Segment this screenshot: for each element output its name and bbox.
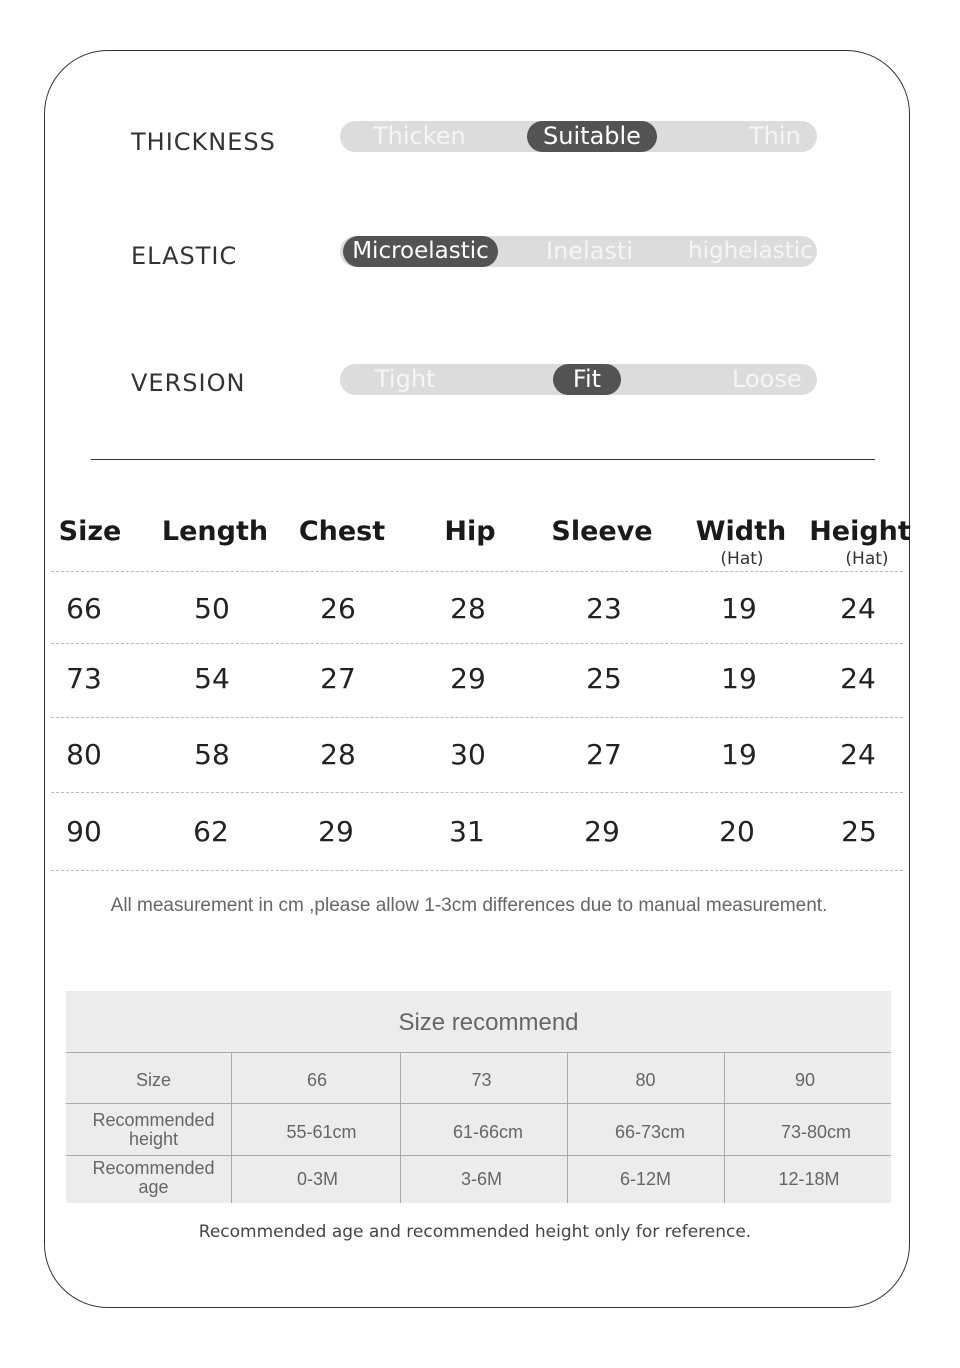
cell-size: 80 <box>66 738 102 771</box>
elastic-option-highelastic: highelastic <box>688 238 813 264</box>
version-option-fit: Fit <box>553 364 621 395</box>
rec-height: 66-73cm <box>614 1122 686 1142</box>
rec-label-age-line2: age <box>138 1177 169 1197</box>
cell-sleeve: 25 <box>586 662 622 695</box>
cell-sleeve: 27 <box>586 738 622 771</box>
rec-age: 0-3M <box>296 1169 338 1189</box>
cell-hip: 29 <box>450 662 486 695</box>
header-height: Height <box>809 516 911 547</box>
thickness-option-thicken: Thicken <box>373 122 466 150</box>
thickness-label: THICKNESS <box>131 128 276 156</box>
cell-length: 50 <box>194 592 230 625</box>
cell-width: 19 <box>721 592 757 625</box>
cell-chest: 29 <box>318 815 354 848</box>
header-chest: Chest <box>298 516 386 547</box>
rec-height: 61-66cm <box>452 1122 524 1142</box>
cell-height: 24 <box>840 662 876 695</box>
cell-size: 90 <box>66 815 102 848</box>
cell-length: 54 <box>194 662 230 695</box>
row-separator <box>51 792 903 793</box>
elastic-label: ELASTIC <box>131 242 238 270</box>
table-rule <box>66 1155 891 1156</box>
header-length: Length <box>161 516 269 547</box>
elastic-option-inelasti: Inelasti <box>546 237 634 265</box>
rec-label-height-line1: Recommended <box>92 1110 215 1130</box>
cell-sleeve: 23 <box>586 592 622 625</box>
cell-sleeve: 29 <box>584 815 620 848</box>
cell-hip: 28 <box>450 592 486 625</box>
cell-height: 25 <box>841 815 877 848</box>
cell-hip: 31 <box>449 815 485 848</box>
cell-chest: 27 <box>320 662 356 695</box>
version-label: VERSION <box>131 369 246 397</box>
header-height-note: (Hat) <box>845 549 889 569</box>
thickness-option-thin: Thin <box>749 122 801 150</box>
rec-label-height-line2: height <box>128 1129 179 1149</box>
cell-length: 62 <box>193 815 229 848</box>
table-rule <box>66 1103 891 1104</box>
table-rule <box>66 1052 891 1053</box>
cell-height: 24 <box>840 738 876 771</box>
rec-size: 66 <box>306 1070 328 1090</box>
cell-width: 19 <box>721 738 757 771</box>
cell-hip: 30 <box>450 738 486 771</box>
version-option-loose: Loose <box>732 365 802 393</box>
reference-note: Recommended age and recommended height only for reference. <box>198 1222 752 1242</box>
measurement-note: All measurement in cm ,please allow 1-3cm differences due to manual measurement. <box>110 895 828 916</box>
header-size: Size <box>58 516 122 547</box>
header-sleeve: Sleeve <box>551 516 653 547</box>
header-width-note: (Hat) <box>720 549 764 569</box>
cell-size: 66 <box>66 592 102 625</box>
cell-chest: 26 <box>320 592 356 625</box>
rec-size: 90 <box>794 1070 816 1090</box>
rec-age: 12-18M <box>778 1169 840 1189</box>
rec-age: 6-12M <box>619 1169 672 1189</box>
rec-height: 55-61cm <box>286 1122 357 1142</box>
header-hip: Hip <box>444 516 496 547</box>
rec-label-age-line1: Recommended <box>92 1158 215 1178</box>
section-divider <box>91 459 875 460</box>
cell-chest: 28 <box>320 738 356 771</box>
header-width: Width <box>695 516 787 547</box>
rec-height: 73-80cm <box>780 1122 852 1142</box>
thickness-scale <box>340 121 817 152</box>
row-separator <box>51 643 903 644</box>
size-recommend-title: Size recommend <box>398 1009 579 1036</box>
rec-age: 3-6M <box>460 1169 502 1189</box>
cell-size: 73 <box>66 662 102 695</box>
elastic-option-microelastic: Microelastic <box>343 236 498 267</box>
elastic-scale <box>340 236 817 267</box>
row-separator <box>51 571 903 572</box>
cell-height: 24 <box>840 592 876 625</box>
version-scale <box>340 364 817 395</box>
row-separator <box>51 717 903 718</box>
row-separator <box>51 870 903 871</box>
thickness-option-suitable: Suitable <box>527 121 657 152</box>
rec-size: 73 <box>471 1070 492 1090</box>
version-option-tight: Tight <box>375 365 436 393</box>
cell-length: 58 <box>194 738 230 771</box>
rec-label-size: Size <box>135 1070 171 1090</box>
rec-size: 80 <box>635 1070 656 1090</box>
cell-width: 19 <box>721 662 757 695</box>
cell-width: 20 <box>719 815 755 848</box>
